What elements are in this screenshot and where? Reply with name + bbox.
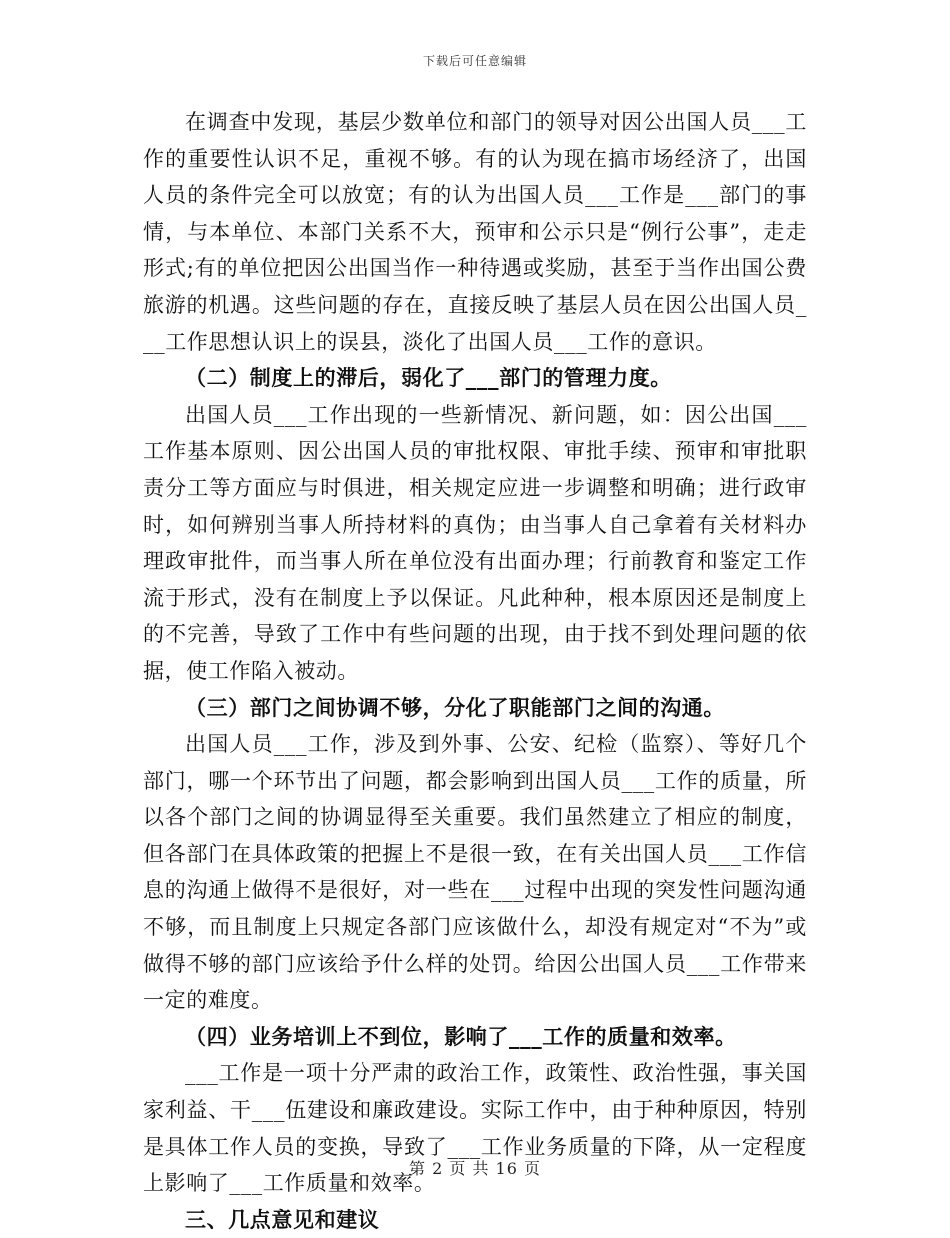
paragraph-training: ___工作是一项十分严肃的政治工作，政策性、政治性强，事关国家利益、干___伍建设和廉政建设。实际工作中，由于种种原因，特别是具体工作人员的变换，导致了___工作业务质量的下降，从一定程度上影响了___工作质量和效率。 [143, 1061, 807, 1196]
page-number: 第 2 页 共 16 页 [409, 1159, 541, 1178]
section-heading-4: （四）业务培训上不到位，影响了___工作的质量和效率。 [185, 1023, 737, 1049]
paragraph-system-lag: 出国人员___工作出现的一些新情况、新问题，如：因公出国___工作基本原则、因公出国人员的审批权限、审批手续、预审和审批职责分工等方面应与时俱进，相关规定应进一步调整和明确；进行政审时，如何辨别当事人所持材料的真伪；由当事人自己拿着有关材料办理政审批件，而当事人所在单位没有出面办理；行前教育和鉴定工作流于形式，没有在制度上予以保证。凡此种种，根本原因还是制度上的不完善，导致了工作中有些问题的出现，由于找不到处理问题的依据，使工作陷入被动。 [143, 402, 807, 683]
page-header: 下载后可任意编辑 [422, 54, 527, 68]
section-heading-2: （二）制度上的滞后，弱化了___部门的管理力度。 [185, 365, 672, 391]
section-heading-3: （三）部门之间协调不够，分化了职能部门之间的沟通。 [185, 694, 725, 720]
document-body [143, 104, 807, 1238]
paragraph-coordination: 出国人员___工作，涉及到外事、公安、纪检（监察）、等好几个部门，哪一个环节出了问题，都会影响到出国人员___工作的质量，所以各个部门之间的协调显得至关重要。我们虽然建立了相应的制度，但各部门在具体政策的把握上不是很一致，在有关出国人员___工作信息的沟通上做得不是很好，对一些在___过程中出现的突发性问题沟通不够，而且制度上只规定各部门应该做什么，却没有规定对“不为”或做得不够的部门应该给予什么样的处罚。给因公出国人员___工作带来一定的难度。 [143, 732, 807, 1013]
paragraph-investigation-findings: 在调查中发现，基层少数单位和部门的领导对因公出国人员___工作的重要性认识不足，重视不够。有的认为现在搞市场经济了，出国人员的条件完全可以放宽；有的认为出国人员___工作是___部门的事情，与本单位、本部门关系不大，预审和公示只是“例行公事”，走走形式;有的单位把因公出国当作一种待遇或奖励，甚至于当作出国公费旅游的机遇。这些问题的存在，直接反映了基层人员在因公出国人员___工作思想认识上的误县，淡化了出国人员___工作的意识。 [143, 110, 807, 354]
section-heading-suggestions: 三、几点意见和建议 [185, 1206, 380, 1232]
